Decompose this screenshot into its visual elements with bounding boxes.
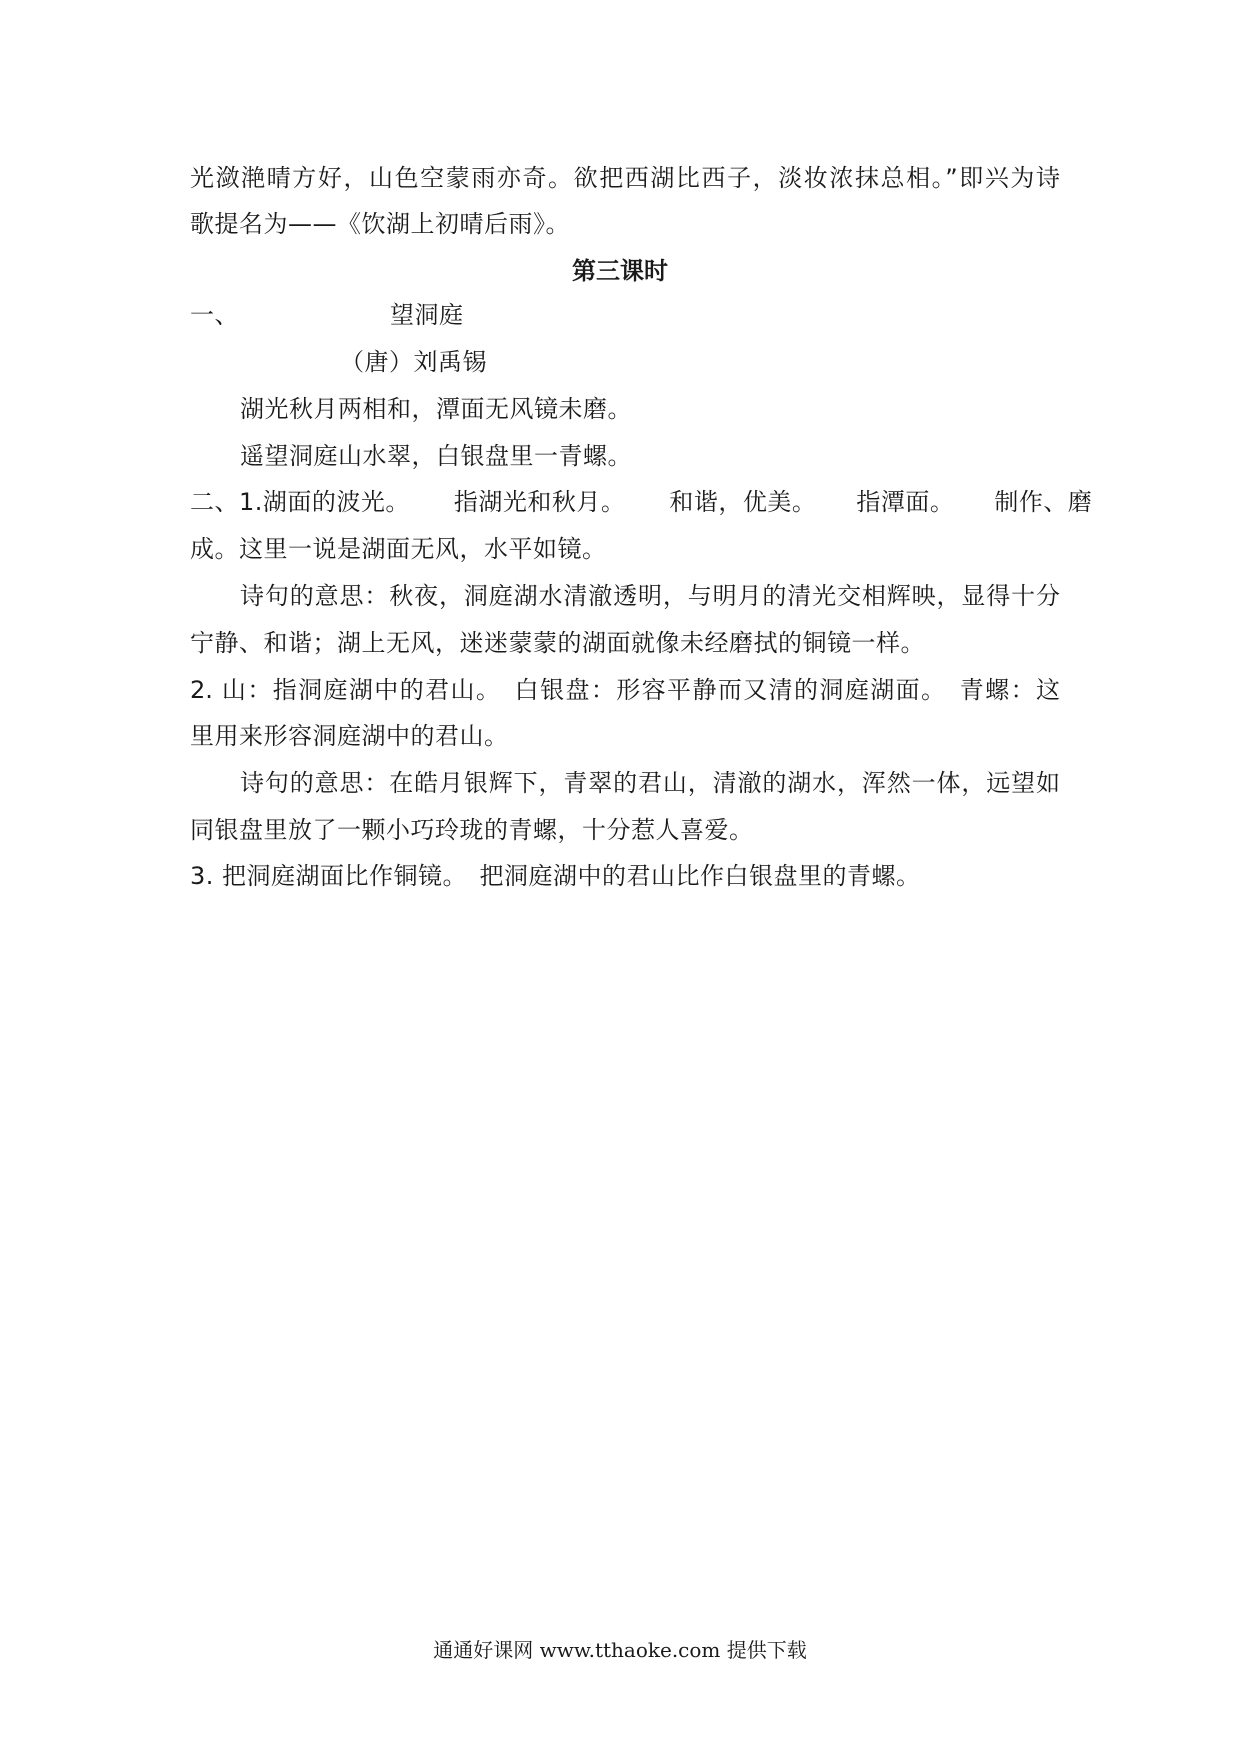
poem-verse-1: 湖光秋月两相和，潭面无风镜未磨。 — [240, 395, 632, 423]
item-1-continuation: 成。这里一说是湖面无风，水平如镜。 — [190, 535, 607, 563]
item-1-d: 指潭面。 — [856, 488, 955, 516]
lesson-title: 第三课时 — [572, 257, 668, 285]
item-1-meaning-line-1: 诗句的意思：秋夜，洞庭湖水清澈透明，与明月的清光交相辉映，显得十分 — [240, 582, 1060, 610]
item-1-meaning-line-2: 宁静、和谐；湖上无风，迷迷蒙蒙的湖面就像未经磨拭的铜镜一样。 — [190, 629, 925, 657]
item-3-line: 3. 把洞庭湖面比作铜镜。 把洞庭湖中的君山比作白银盘里的青螺。 — [190, 862, 921, 890]
continuation-line-2: 歌提名为——《饮湖上初晴后雨》。 — [190, 210, 570, 238]
poem-author: （唐）刘禹锡 — [340, 348, 487, 376]
section-2-item-1-line — [190, 486, 1092, 518]
item-1-a: 湖面的波光。 — [262, 488, 410, 516]
item-2-line-2: 里用来形容洞庭湖中的君山。 — [190, 722, 509, 750]
poem-verse-2: 遥望洞庭山水翠，白银盘里一青螺。 — [240, 442, 632, 470]
item-2-meaning-line-1: 诗句的意思：在皓月银辉下，青翠的君山，清澈的湖水，浑然一体，远望如 — [240, 769, 1060, 797]
continuation-line-1: 光潋滟晴方好，山色空蒙雨亦奇。欲把西湖比西子，淡妆浓抹总相。”即兴为诗 — [190, 164, 1060, 192]
poem-title: 望洞庭 — [390, 301, 464, 329]
item-1-e: 制作、磨 — [994, 488, 1093, 516]
item-2-line-1: 2. 山：指洞庭湖中的君山。 白银盘：形容平静而又清的洞庭湖面。 青螺：这 — [190, 676, 1060, 704]
item-1-b: 指湖光和秋月。 — [453, 488, 626, 516]
section-1-number: 一、 — [190, 301, 239, 329]
item-1-c: 和谐，优美。 — [669, 488, 817, 516]
page-footer: 通通好课网 www.tthaoke.com 提供下载 — [433, 1638, 807, 1662]
item-1-label: 二、1. — [190, 488, 263, 516]
item-2-meaning-line-2: 同银盘里放了一颗小巧玲珑的青螺，十分惹人喜爱。 — [190, 816, 754, 844]
